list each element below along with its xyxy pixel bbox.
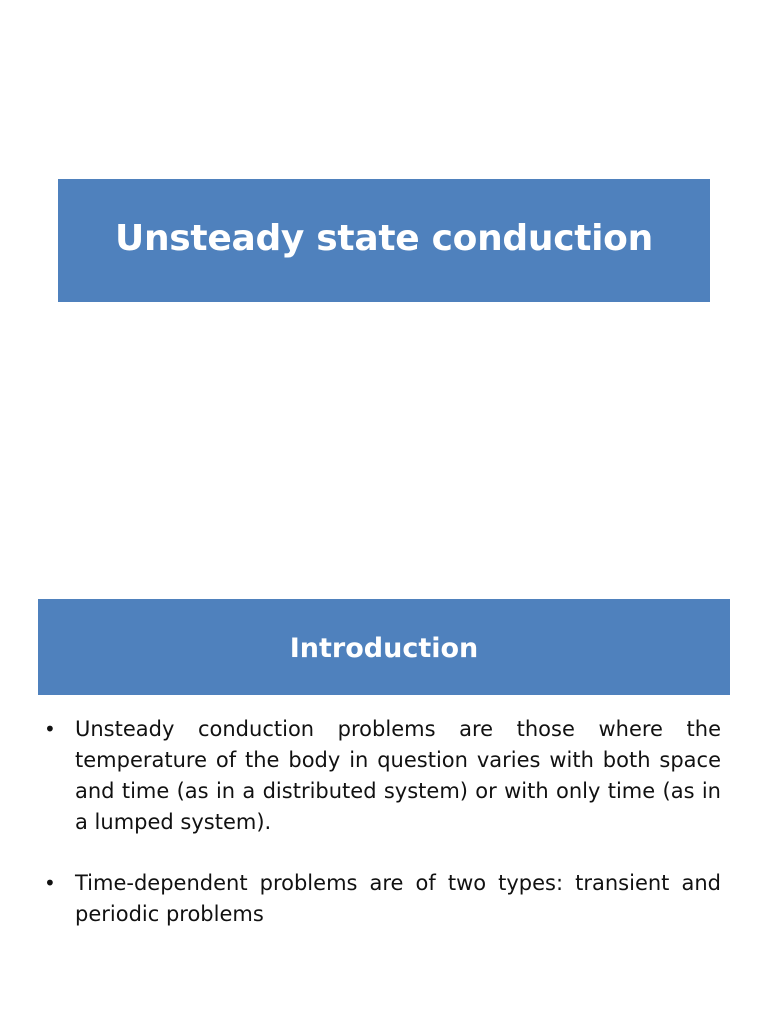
title-banner xyxy=(58,179,710,302)
list-item xyxy=(44,868,721,930)
bullet-text: Unsteady conduction problems are those where the temperature of the body in question varies with both space and time (as in a distributed system) or with only time (as in a lumped system). xyxy=(75,717,721,834)
slide-title: Unsteady state conduction xyxy=(115,218,653,259)
bullet-list xyxy=(44,714,721,960)
list-item xyxy=(44,714,721,838)
bullet-text: Time-dependent problems are of two types: transient and periodic problems xyxy=(75,871,721,926)
section-heading: Introduction xyxy=(289,632,479,664)
bullet-marker: • xyxy=(44,871,56,895)
introduction-banner xyxy=(38,599,730,695)
bullet-marker: • xyxy=(44,717,56,741)
